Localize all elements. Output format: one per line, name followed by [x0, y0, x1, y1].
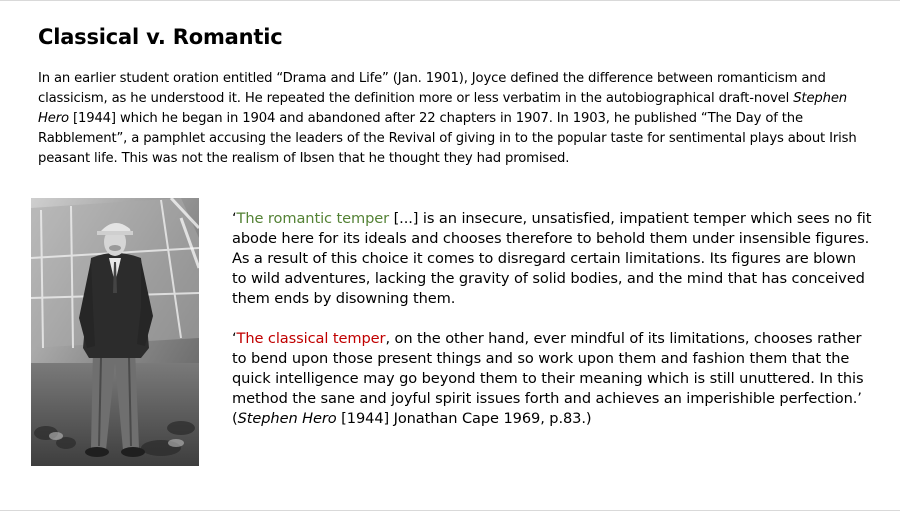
classical-temper-highlight: The classical temper — [236, 330, 386, 347]
romantic-temper-highlight: The romantic temper — [236, 210, 390, 227]
quote-open-mark: ‘ — [232, 210, 237, 227]
intro-text-part1: In an earlier student oration entitled “Drama and Life” (Jan. 1901), Joyce defined the difference between romanticism and classicism, as he understood it. He repeated the definition more or less verbatim in the autobiographical draft-novel — [38, 71, 826, 106]
quote-source-citation: [1944] Jonathan Cape 1969, p.83.) — [336, 410, 592, 427]
intro-book-title: Stephen Hero — [38, 91, 848, 126]
photo-joyce — [31, 198, 199, 466]
intro-paragraph — [38, 69, 868, 169]
slide-title: Classical v. Romantic — [38, 25, 283, 49]
photo-joyce-image — [31, 198, 199, 466]
quote-classical — [232, 329, 872, 429]
quote-romantic — [232, 209, 872, 309]
quote-source-title: Stephen Hero — [237, 410, 337, 427]
quote-open-mark: ‘ — [232, 330, 237, 347]
quote-romantic-text: [...] is an insecure, unsatisfied, impatient temper which sees no fit abode here for its ideals and chooses therefore to behold them under insensible figures. As a result of this choice it comes to disregard certain limitations. Its figures are blown to wild adventures, lacking the gravity of solid bodies, and the mind that has conceived them ends by disowning them. — [232, 210, 872, 307]
quotes-block — [232, 209, 872, 449]
intro-text-part2: [1944] which he began in 1904 and abandoned after 22 chapters in 1907. In 1903, he published “The Day of the Rabblement”, a pamphlet accusing the leaders of the Revival of giving in to the popular taste for sentimental plays about Irish peasant life. This was not the realism of Ibsen that he thought they had promised. — [38, 111, 857, 166]
quote-classical-text: , on the other hand, ever mindful of its limitations, chooses rather to bend upon those present things and so work upon them and fashion them that the quick intelligence may go beyond them to their meaning which is still unuttered. In this method the sane and joyful spirit issues forth and achieves an imperishible perfection.’ ( — [232, 330, 864, 427]
